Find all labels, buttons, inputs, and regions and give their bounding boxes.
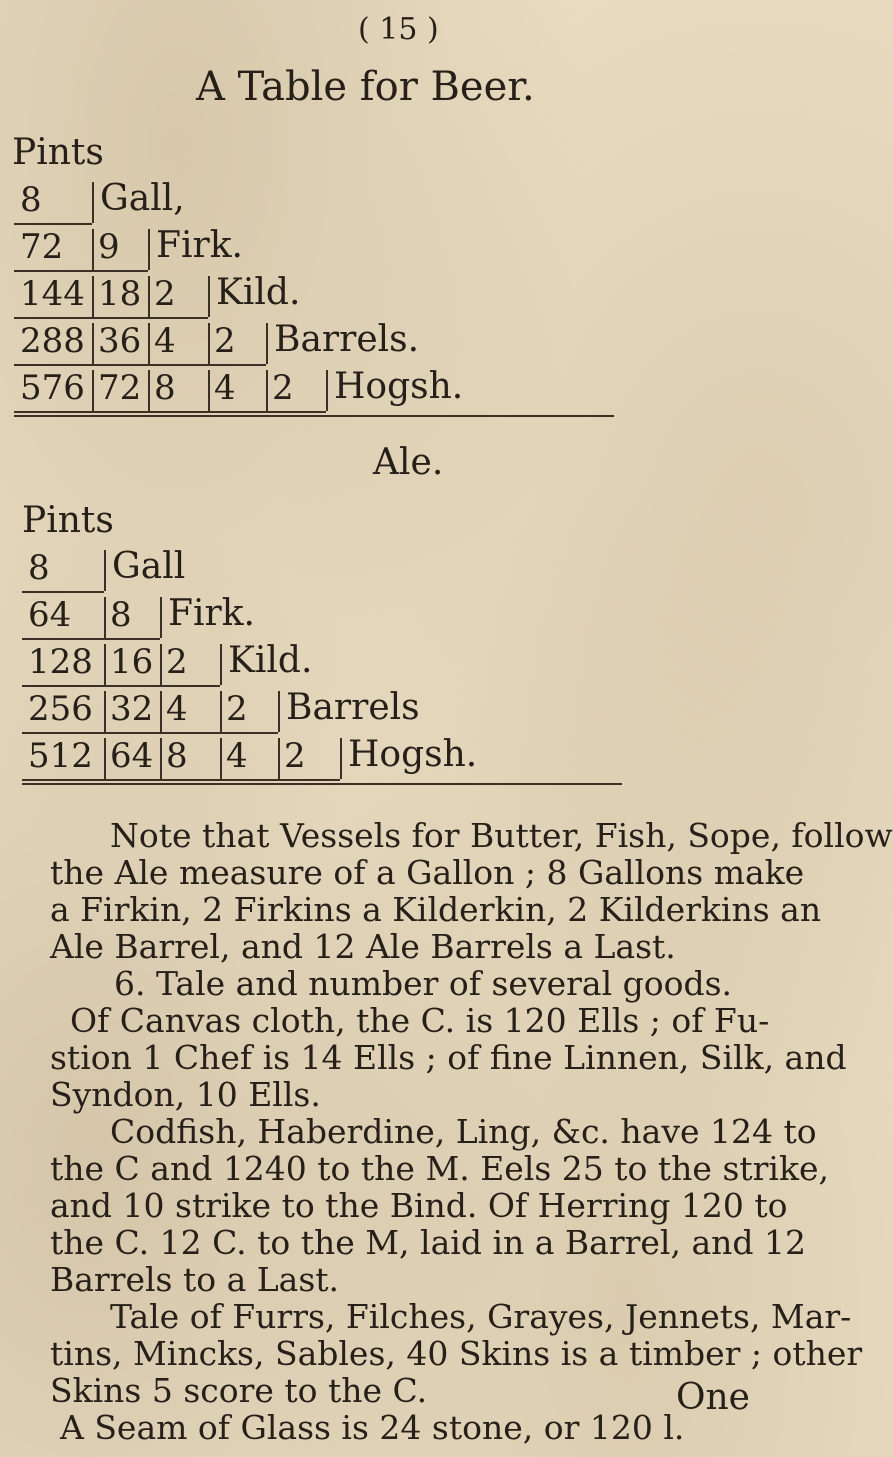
table-cell: 2 (226, 689, 248, 729)
table-cell: 2 (154, 274, 176, 314)
table-cell: 2 (272, 368, 294, 408)
table-rule (220, 644, 222, 685)
table-rule (266, 370, 268, 411)
table-cell: 32 (110, 689, 154, 729)
table-cell: 144 (20, 274, 85, 314)
text-line: Ale Barrel, and 12 Ale Barrels a Last. (50, 927, 676, 966)
table-rule (208, 370, 210, 411)
table-rule (14, 223, 92, 225)
table-rule (22, 732, 278, 734)
table-unit: Firk. (156, 225, 243, 266)
text-line: 6. Tale and number of several goods. (114, 964, 733, 1003)
table-rule (340, 738, 342, 779)
table-rule (14, 270, 148, 272)
table-rule (92, 276, 94, 317)
table-cell: 64 (110, 736, 154, 776)
table-rule (104, 644, 106, 685)
table-rule (14, 411, 326, 413)
table-rule (92, 182, 94, 223)
table-rule (160, 644, 162, 685)
table-rule (220, 691, 222, 732)
text-line: Tale of Furrs, Filches, Grayes, Jennets, Mar- (110, 1297, 852, 1336)
table-cell: 4 (154, 321, 176, 361)
table-rule (14, 317, 208, 319)
table-rule (14, 364, 266, 366)
page-number: ( 15 ) (358, 12, 439, 47)
table-cell: 8 (20, 180, 42, 220)
table-rule (266, 323, 268, 364)
text-body (50, 816, 893, 1447)
table-cell: 72 (20, 227, 64, 267)
text-line: a Firkin, 2 Firkins a Kilderkin, 2 Kilderkins an (50, 890, 822, 929)
table-rule (278, 691, 280, 732)
table-bottom-rule (22, 783, 622, 785)
text-line: Codfish, Haberdine, Ling, &c. have 124 to (110, 1112, 817, 1151)
table-rule (208, 276, 210, 317)
ale-heading: Ale. (373, 442, 444, 483)
table-rule (22, 779, 340, 781)
table-rule (22, 685, 220, 687)
table-rule (160, 738, 162, 779)
table-unit: Hogsh. (334, 366, 464, 407)
table-rule (104, 738, 106, 779)
table-cell: 128 (28, 642, 93, 682)
beer-table-label: Pints (12, 132, 104, 173)
table-rule (22, 591, 104, 593)
table-rule (208, 323, 210, 364)
table-cell: 8 (166, 736, 188, 776)
table-rule (148, 276, 150, 317)
table-rule (92, 370, 94, 411)
table-rule (92, 323, 94, 364)
page-title: A Table for Beer. (196, 64, 535, 110)
text-line: the Ale measure of a Gallon ; 8 Gallons make (50, 853, 805, 892)
table-unit: Hogsh. (348, 734, 478, 775)
table-cell: 72 (98, 368, 142, 408)
table-cell: 288 (20, 321, 85, 361)
table-unit: Barrels (286, 687, 420, 728)
table-rule (148, 323, 150, 364)
table-cell: 8 (110, 595, 132, 635)
text-line: and 10 strike to the Bind. Of Herring 120 to (50, 1186, 788, 1225)
table-rule (148, 370, 150, 411)
table-bottom-rule (14, 415, 614, 417)
table-unit: Gall (112, 546, 186, 587)
table-rule (104, 597, 106, 638)
table-cell: 16 (110, 642, 154, 682)
table-cell: 256 (28, 689, 93, 729)
table-unit: Barrels. (274, 319, 420, 360)
table-cell: 4 (226, 736, 248, 776)
table-cell: 2 (214, 321, 236, 361)
table-cell: 9 (98, 227, 120, 267)
table-rule (220, 738, 222, 779)
table-rule (104, 691, 106, 732)
table-cell: 36 (98, 321, 142, 361)
table-rule (326, 370, 328, 411)
text-line: Barrels to a Last. (50, 1260, 340, 1299)
table-unit: Kild. (216, 272, 301, 313)
table-cell: 64 (28, 595, 72, 635)
text-line: the C. 12 C. to the M, laid in a Barrel, and 12 (50, 1223, 806, 1262)
table-rule (92, 229, 94, 270)
table-cell: 4 (214, 368, 236, 408)
table-rule (278, 738, 280, 779)
table-cell: 8 (154, 368, 176, 408)
text-line: the C and 1240 to the M. Eels 25 to the strike, (50, 1149, 829, 1188)
table-rule (104, 550, 106, 591)
text-line: Syndon, 10 Ells. (50, 1075, 321, 1114)
table-cell: 2 (284, 736, 306, 776)
table-cell: 8 (28, 548, 50, 588)
table-rule (160, 597, 162, 638)
text-line: stion 1 Chef is 14 Ells ; of fine Linnen, Silk, and (50, 1038, 847, 1077)
table-cell: 18 (98, 274, 142, 314)
table-cell: 512 (28, 736, 93, 776)
text-line: tins, Mincks, Sables, 40 Skins is a timber ; other (50, 1334, 863, 1373)
text-line: Of Canvas cloth, the C. is 120 Ells ; of Fu- (70, 1001, 770, 1040)
table-cell: 4 (166, 689, 188, 729)
table-unit: Firk. (168, 593, 255, 634)
text-line: A Seam of Glass is 24 stone, or 120 l. (60, 1408, 685, 1447)
table-rule (22, 638, 160, 640)
table-rule (148, 229, 150, 270)
text-line: Note that Vessels for Butter, Fish, Sope, follow (110, 816, 893, 855)
table-unit: Kild. (228, 640, 313, 681)
table-rule (160, 691, 162, 732)
text-line: Skins 5 score to the C. (50, 1371, 428, 1410)
ale-table-label: Pints (22, 500, 114, 541)
table-unit: Gall, (100, 178, 185, 219)
catchword: One (675, 1377, 750, 1418)
table-cell: 576 (20, 368, 85, 408)
table-cell: 2 (166, 642, 188, 682)
